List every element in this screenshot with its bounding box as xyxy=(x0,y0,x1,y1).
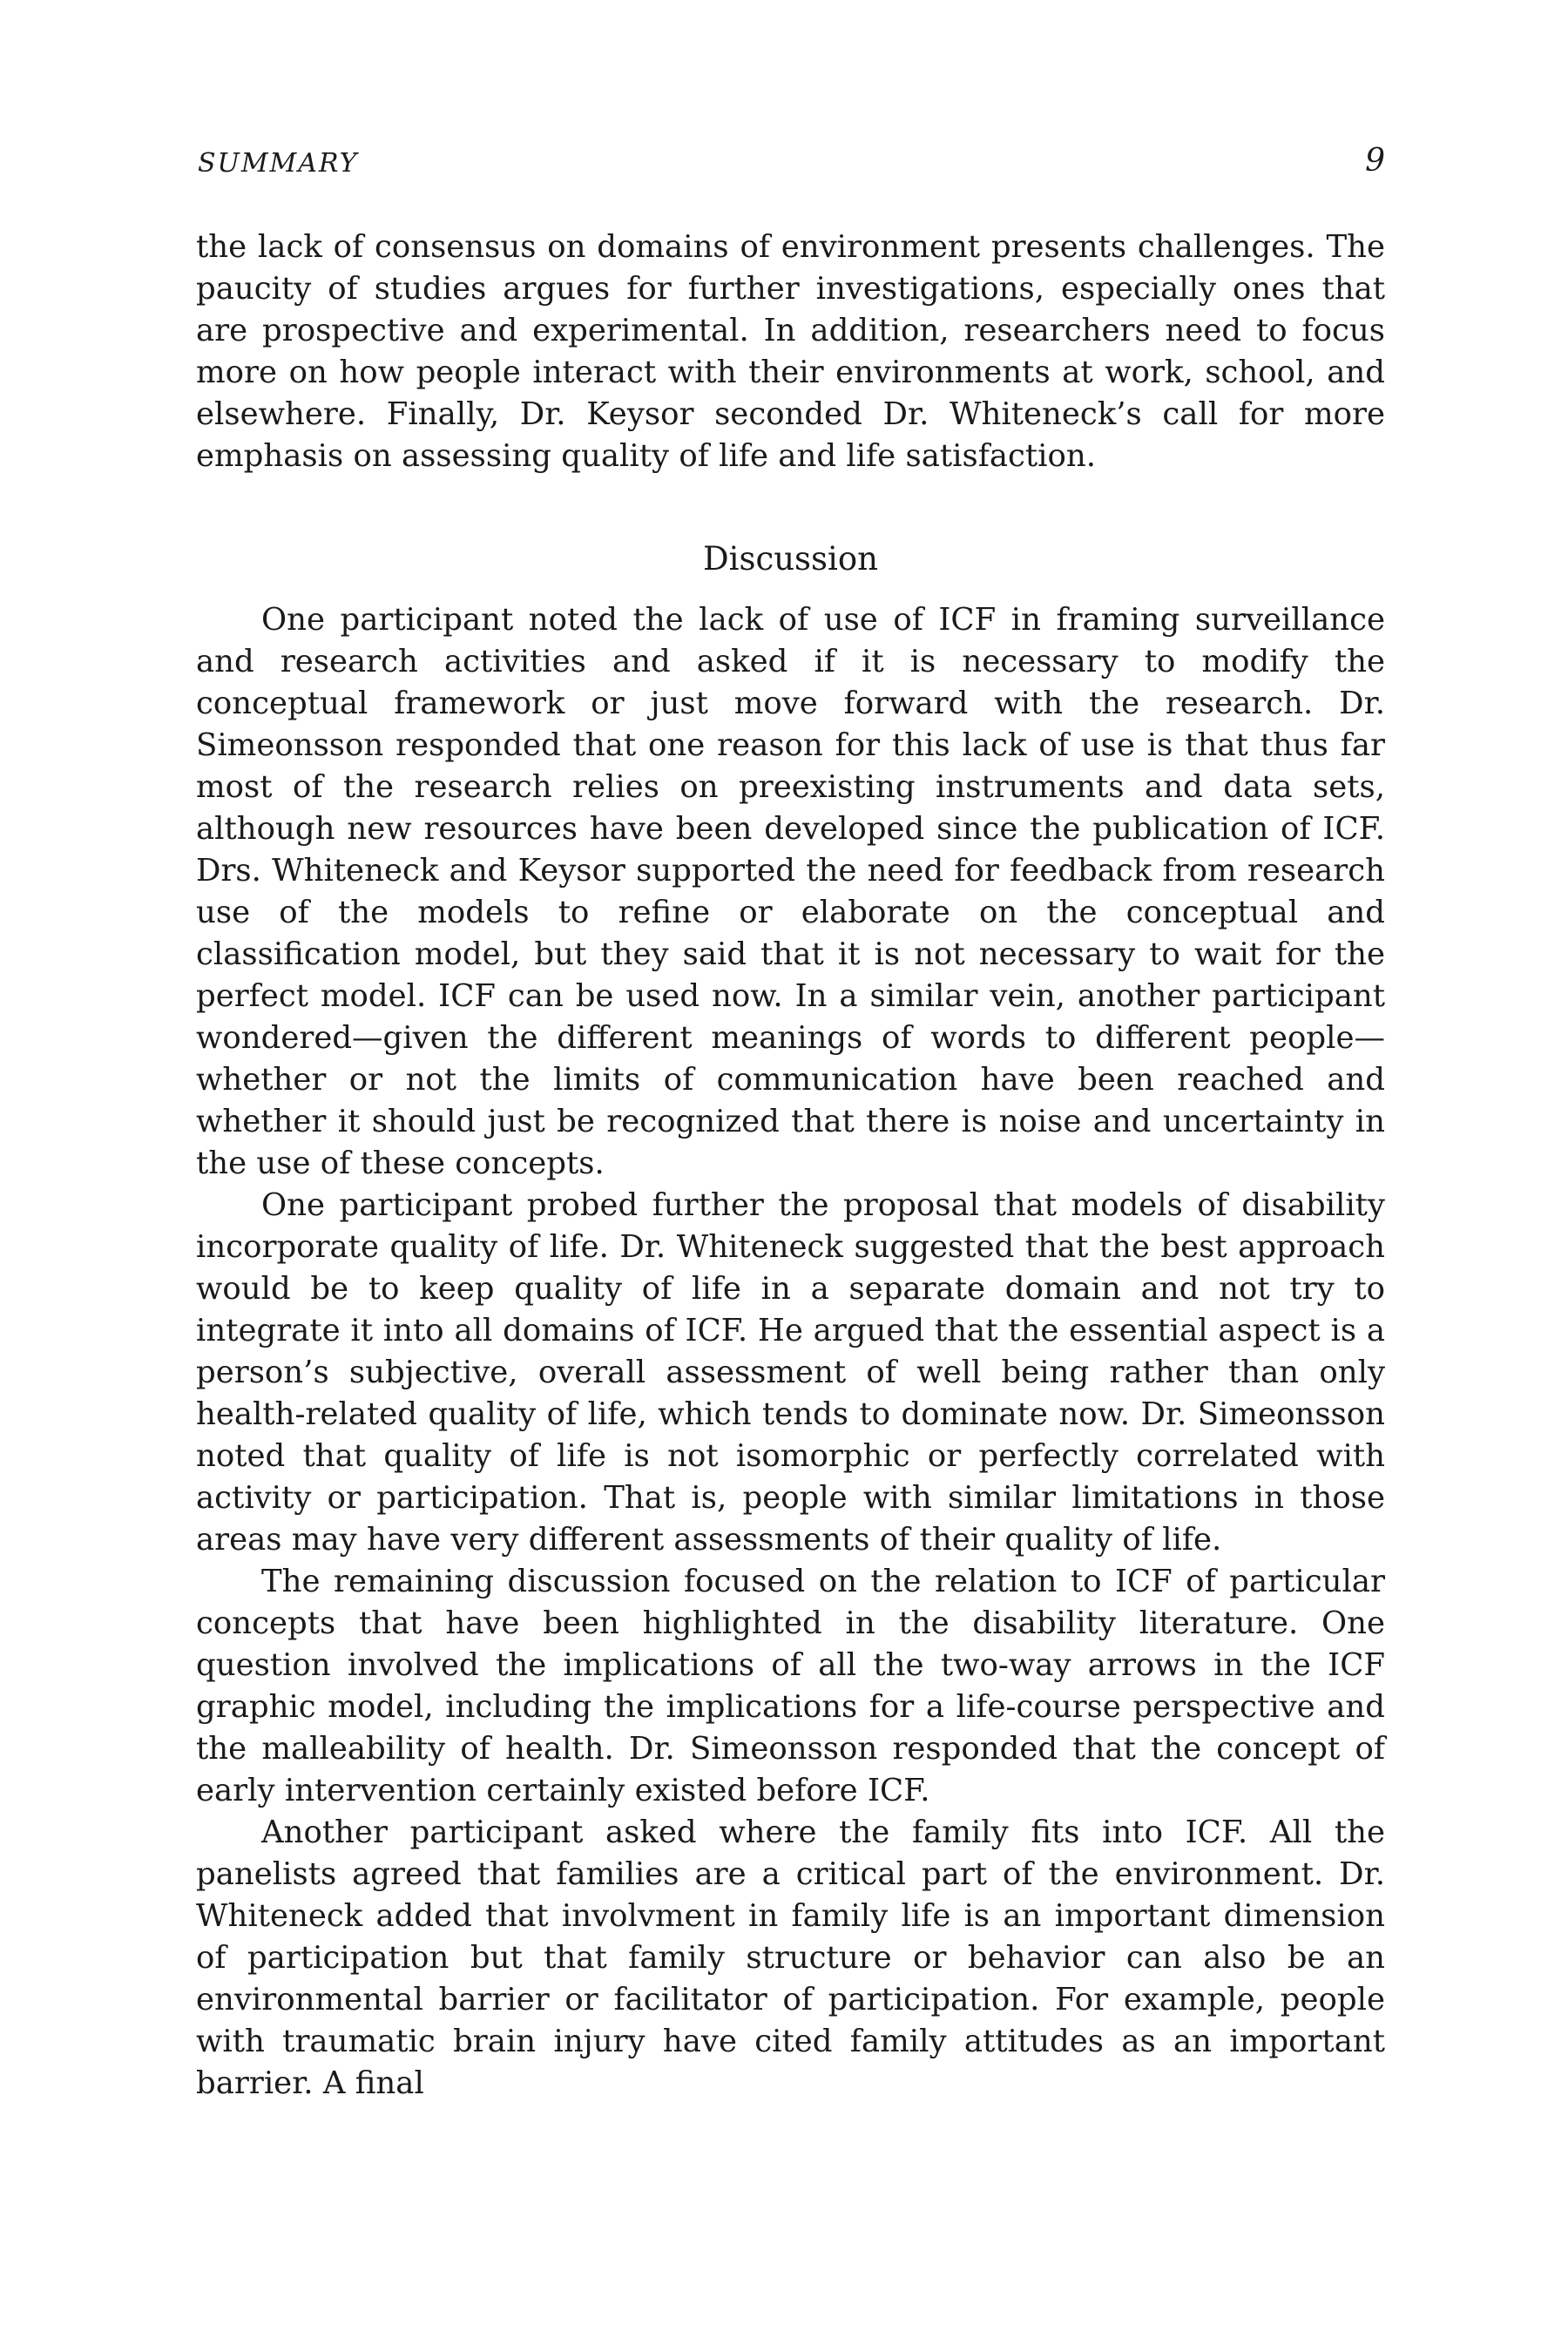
paragraph: The remaining discussion focused on the relation to ICF of particular concepts that have been highlighted in the disability literature. One question involved the implications of all the two-way arrows in the ICF graphic model, including the implications for a life-course perspective and the malleability of health. Dr. Simeonsson responded that the concept of early intervention certainly existed before ICF. xyxy=(196,1564,1385,1808)
running-title: SUMMARY xyxy=(198,148,359,179)
paragraph: Another participant asked where the family fits into ICF. All the panelists agreed that families are a critical part of the environment. Dr. Whiteneck added that involvment in family life is an important dimension of participation but that family structure or behavior can also be an environmental barrier or facilitator of participation. For example, people with traumatic brain injury have cited family attitudes as an important barrier. A final xyxy=(196,1815,1385,2101)
document-page xyxy=(196,139,1385,2105)
running-header xyxy=(196,139,1385,192)
page-number: 9 xyxy=(1365,143,1385,179)
paragraph: One participant probed further the proposal that models of disability incorporate quality of life. Dr. Whiteneck suggested that the best approach would be to keep quality of life in a separate domain and not try to integrate it into all domains of ICF. He argued that the essential aspect is a person’s subjective, overall assessment of well being rather than only health-related quality of life, which tends to dominate now. Dr. Simeonsson noted that quality of life is not isomorphic or perfectly correlated with activity or participation. That is, people with similar limitations in those areas may have very different assessments of their quality of life. xyxy=(196,1187,1385,1558)
body-text xyxy=(196,226,1385,2105)
paragraph-intro: the lack of consensus on domains of environment presents challenges. The paucity of studies argues for further investigations, especially ones that are prospective and experimental. In addition, researchers need to focus more on how people interact with their environments at work, school, and elsewhere. Finally, Dr. Keysor seconded Dr. Whiteneck’s call for more emphasis on assessing quality of life and life satisfaction. xyxy=(196,229,1385,474)
section-heading-discussion: Discussion xyxy=(703,540,878,578)
paragraph: One participant noted the lack of use of ICF in framing surveillance and research activities and asked if it is necessary to modify the conceptual framework or just move forward with the research. Dr. Simeonsson responded that one reason for this lack of use is that thus far most of the research relies on preexisting instruments and data sets, although new resources have been developed since the publication of ICF. Drs. Whiteneck and Keysor supported the need for feedback from research use of the models to refine or elaborate on the conceptual and classification model, but they said that it is not necessary to wait for the perfect model. ICF can be used now. In a similar vein, another participant wondered—given the different meanings of words to different people—whether or not the limits of communication have been reached and whether it should just be recognized that there is noise and uncertainty in the use of these concepts. xyxy=(196,602,1385,1181)
